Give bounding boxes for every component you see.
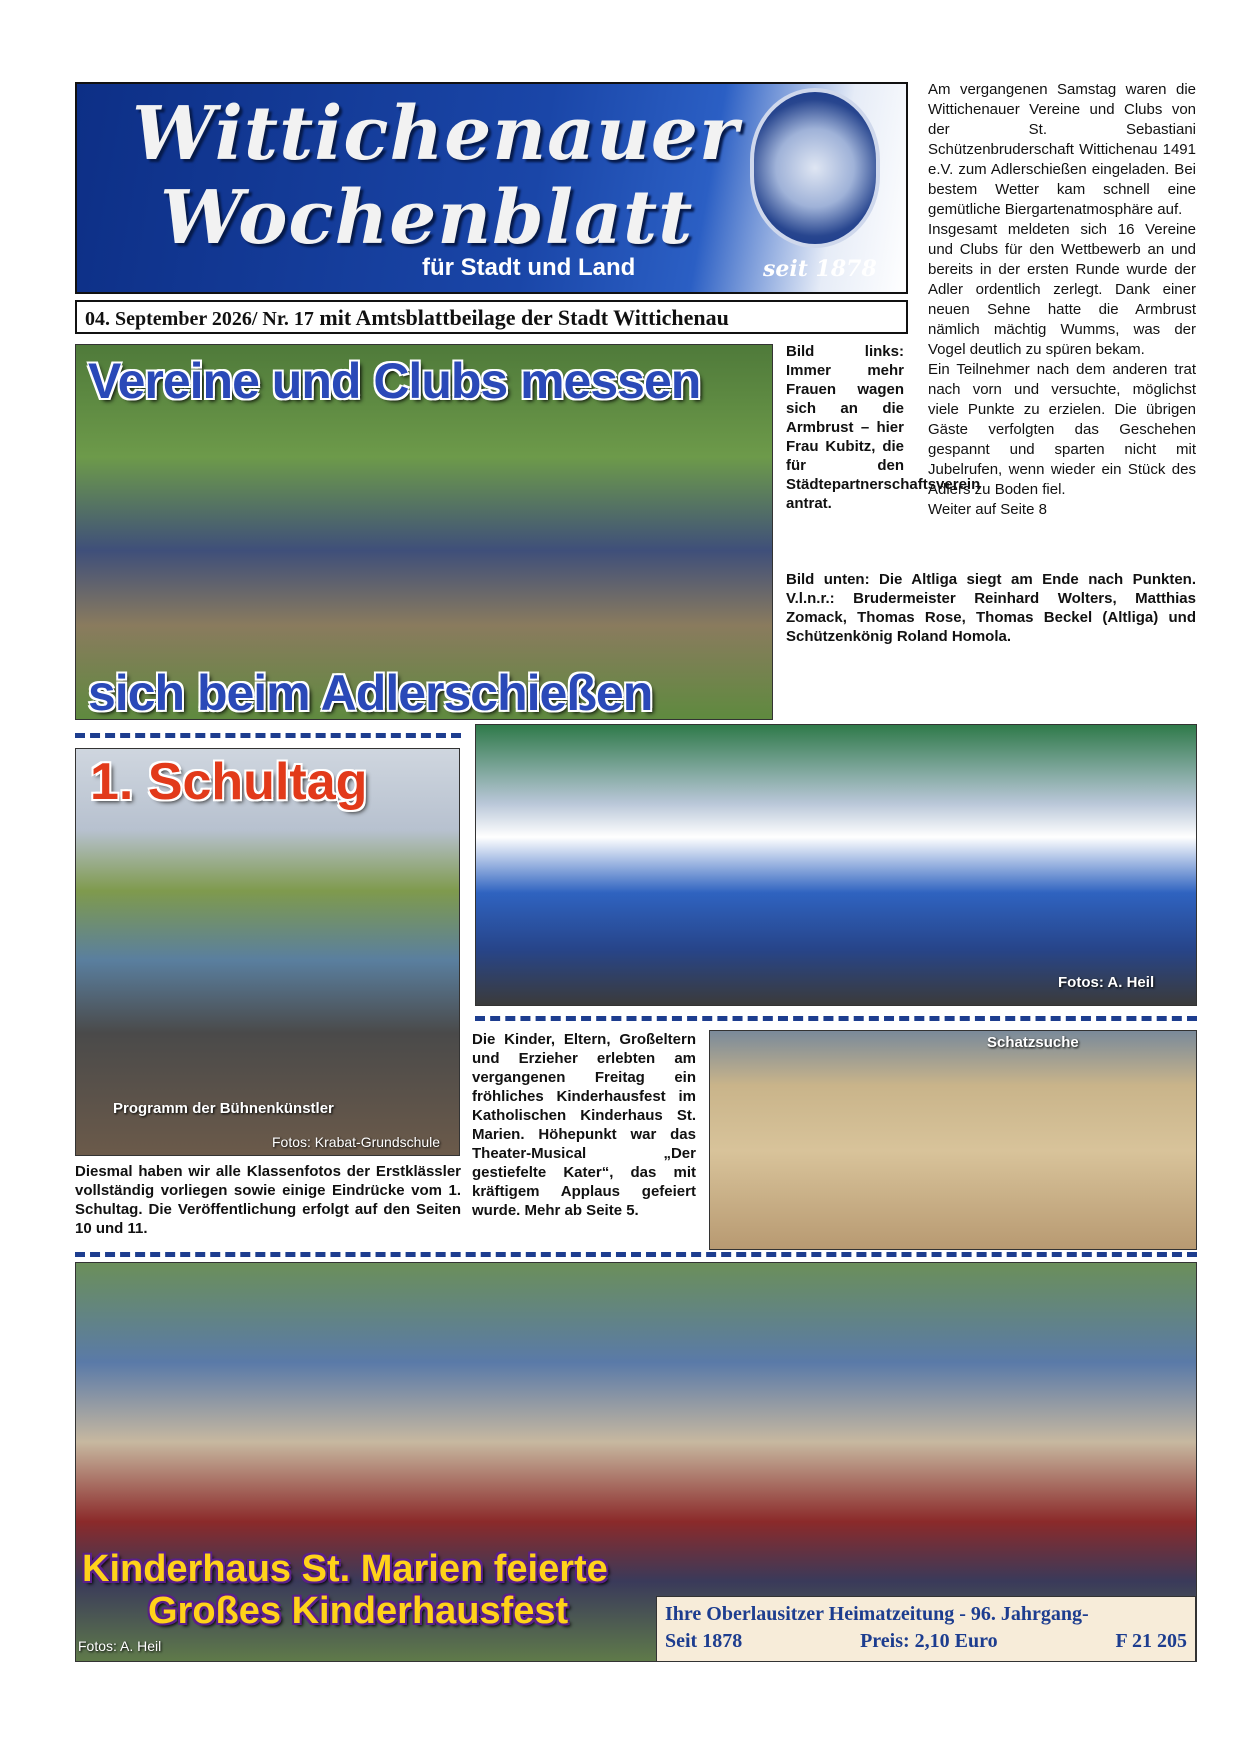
title-line-2: Wochenblatt [160,175,694,261]
headline-story1-top: Vereine und Clubs messen [88,353,701,409]
founded-since: seit 1878 [763,256,877,282]
headline-kinderhaus-line2: Großes Kinderhausfest [148,1590,569,1632]
photo-winners-altliga [475,724,1197,1006]
masthead [75,82,908,294]
photo-caption: Schatzsuche [987,1034,1079,1051]
coat-of-arms-seal-icon [750,88,880,248]
continued-note: Weiter auf Seite 8 [928,501,1047,518]
dateline [75,300,908,334]
kinderhaus-text: Die Kinder, Eltern, Großeltern und Erzieher erlebten am vergangenen Freitag ein fröhliches Kinderhausfest im Katholischen Kinderhaus St. Marien. Höhepunkt war das Theater-Musical „Der gestiefelte Kater“, das mit kräftigem Applaus gefeiert wurde. Mehr ab Seite 5. [472,1031,696,1219]
footer-info-box [656,1596,1196,1662]
footer-code: F 21 205 [1115,1630,1187,1652]
lead-paragraph-3: Ein Teilnehmer nach dem anderen trat nach vorn und versuchte, möglichst viele Punkte zu erzielen. Die übrigen Gäste verfolgten das Geschehen gespannt und sparten nicht mit Jubelrufen, wenn wieder ein Stück des Adlers zu Boden fiel. [928,361,1196,498]
headline-first-school-day: 1. Schultag [90,753,368,811]
photo-credit: Fotos: A. Heil [1058,974,1155,991]
photo-credit: Fotos: Krabat-Grundschule [272,1134,441,1150]
school-day-text: Diesmal haben wir alle Klassenfotos der Erstklässler vollständig vorliegen sowie einige Eindrücke vom 1. Schultag. Die Veröffentlichung erfolgt auf den Seiten 10 und 11. [75,1163,461,1237]
issue-date: 04. September 2026/ Nr. 17 [85,308,314,330]
footer-since: Seit 1878 [665,1630,743,1652]
caption-below: Bild unten: Die Altliga siegt am Ende nach Punkten. V.l.n.r.: Brudermeister Reinhard Wolters, Matthias Zomack, Thomas Rose, Thomas Beckel (Altliga) und Schützenkönig Roland Homola. [786,571,1196,645]
photo-caption: Programm der Bühnenkünstler [113,1100,334,1117]
footer-price: Preis: 2,10 Euro [860,1630,998,1652]
headline-story1-bottom: sich beim Adlerschießen [88,665,653,721]
title-line-1: Wittichenauer [132,91,739,177]
headline-kinderhaus-line1: Kinderhaus St. Marien feierte [82,1548,608,1590]
footer-line2 [665,1628,1187,1655]
newspaper-title [132,91,739,261]
photo-treasure-hunt [709,1030,1197,1250]
divider [475,1016,1197,1021]
newspaper-subtitle: für Stadt und Land [422,254,636,281]
caption-left: Bild links: Immer mehr Frauen wagen sich an die Armbrust – hier Frau Kubitz, die für den Städtepartnerschaftsverein antrat. [786,343,981,512]
divider [75,1252,1197,1257]
footer-line1: Ihre Oberlausitzer Heimatzeitung - 96. Jahrgang- [665,1603,1089,1625]
lead-paragraph-1: Am vergangenen Samstag waren die Wittichenauer Vereine und Clubs von der St. Sebastiani Schützenbruderschaft Wittichenau 1491 e.V. zum Adlerschießen eingeladen. Bei bestem Wetter kam schnell eine gemütliche Biergartenatmosphäre auf. [928,81,1196,218]
photo-credit: Fotos: A. Heil [78,1638,162,1654]
supplement-note: mit Amtsblattbeilage der Stadt Wittichenau [319,305,729,330]
lead-paragraph-2: Insgesamt meldeten sich 16 Vereine und Clubs für den Wettbewerb an und bereits in der ersten Runde wurde der Adler ordentlich zerlegt. Dank einer neuen Sehne hatte die Armbrust nämlich mächtig Wumms, was der Vogel deutlich zu spüren bekam. [928,221,1196,358]
lead-article-text [928,80,1196,520]
divider [75,733,461,738]
